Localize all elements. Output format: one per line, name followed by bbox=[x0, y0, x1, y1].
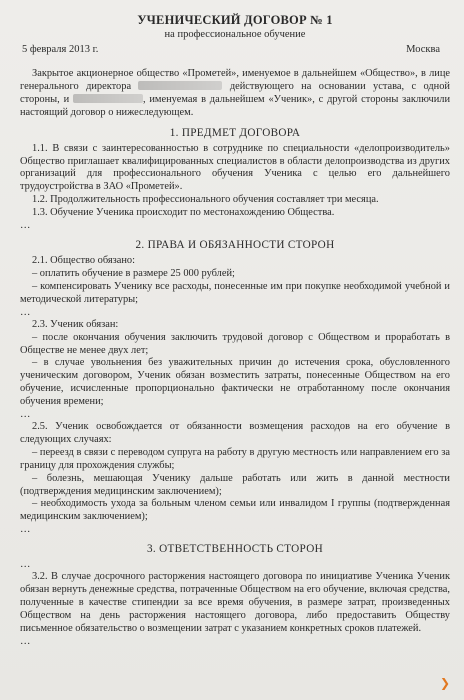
dateline bbox=[22, 43, 440, 56]
contract-date: 5 февраля 2013 г. bbox=[22, 44, 99, 55]
clause-2-5-a: – переезд в связи с переводом супруга на работу в другую местность или направлением его за границу для прохождения службы; bbox=[20, 446, 450, 471]
clause-2-1: 2.1. Общество обязано: bbox=[32, 255, 135, 267]
clause-2-1-b: – компенсировать Ученику все расходы, понесенные им при покупке необходимой учебной и методической литературы; bbox=[20, 280, 450, 305]
document-subtitle: на профессиональное обучение bbox=[164, 29, 306, 40]
chevron-right-icon[interactable]: ❯ bbox=[439, 676, 450, 690]
ellipsis: … bbox=[20, 306, 31, 318]
redacted-name-director bbox=[138, 81, 222, 90]
document-title: УЧЕНИЧЕСКИЙ ДОГОВОР № 1 bbox=[137, 13, 333, 27]
section-heading-1: 1. ПРЕДМЕТ ДОГОВОРА bbox=[169, 126, 301, 139]
ellipsis: … bbox=[20, 409, 31, 421]
redacted-name-student bbox=[73, 94, 143, 103]
section-heading-2: 2. ПРАВА И ОБЯЗАННОСТИ СТОРОН bbox=[135, 239, 335, 252]
contract-city: Москва bbox=[406, 44, 440, 55]
clause-1-1: 1.1. В связи с заинтересованностью в сотруднике по специальности «делопроизводитель» Общество приглашает квалифицированных специалистов в области делопроизводства из других организаций для профессионального обучения Ученика с целью его дальнейшего трудоустройства в ЗАО «Прометей». bbox=[20, 142, 450, 193]
clause-2-3-b: – в случае увольнения без уважительных причин до истечения срока, обусловленного ученическим договором, Ученик обязан возместить затраты, понесенные Обществом на его обучение, исчисленные пропорционально фактически не отработанному после окончания обучения времени; bbox=[20, 357, 450, 408]
ellipsis: … bbox=[20, 220, 31, 232]
clause-2-1-a: – оплатить обучение в размере 25 000 рублей; bbox=[32, 267, 235, 279]
ellipsis: … bbox=[20, 635, 31, 647]
clause-2-5: 2.5. Ученик освобождается от обязанности возмещения расходов на его обучение в следующих случаях: bbox=[20, 421, 450, 445]
clause-2-3-a: – после окончания обучения заключить трудовой договор с Обществом и проработать в Обществе не менее двух лет; bbox=[20, 331, 450, 356]
intro-paragraph bbox=[20, 68, 450, 120]
intro-text-2: действующего на основании устава, с одной стороны, и bbox=[20, 80, 450, 105]
clause-2-5-c: – необходимость ухода за больным членом семьи или инвалидом I группы (подтвержденная медицинским заключением); bbox=[20, 498, 450, 523]
intro-text-1: Закрытое акционерное общество «Прометей», именуемое в дальнейшем «Общество», в лице генерального директора bbox=[20, 68, 450, 92]
clause-1-2: 1.2. Продолжительность профессионального обучения составляет три месяца. bbox=[32, 194, 379, 206]
clause-2-5-b: – болезнь, мешающая Ученику дальше работать или жить в данной местности (подтверждения медицинским заключением); bbox=[20, 472, 450, 497]
clause-3-2: 3.2. В случае досрочного расторжения настоящего договора по инициативе Ученика Ученик обязан вернуть денежные средства, потраченные Обществом на его обучение, включая средства, полученные в качестве стипендии за все время обучения, в размере затрат, произведенных Обществом на день расторжения настоящего договора, либо предоставить Обществу письменное обязательство о возмещении затрат с указанием конкретных сроков платежей. bbox=[20, 571, 450, 634]
section-heading-3: 3. ОТВЕТСТВЕННОСТЬ СТОРОН bbox=[147, 543, 323, 556]
clause-1-3: 1.3. Обучение Ученика происходит по местонахождению Общества. bbox=[32, 207, 335, 219]
ellipsis: … bbox=[20, 559, 31, 571]
ellipsis: … bbox=[20, 524, 31, 536]
intro-text-3: , именуемая в дальнейшем «Ученик», с другой стороны заключили настоящий договор о нижеследующем. bbox=[20, 93, 451, 118]
clause-2-3: 2.3. Ученик обязан: bbox=[32, 318, 119, 330]
